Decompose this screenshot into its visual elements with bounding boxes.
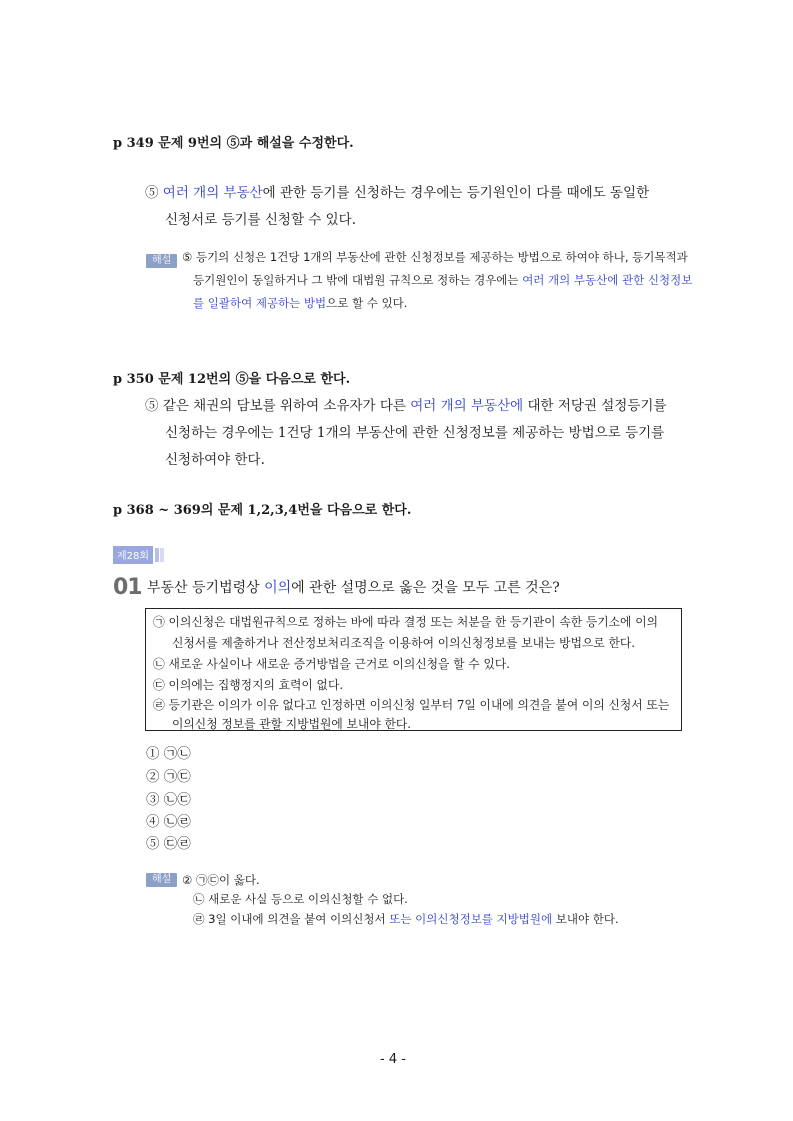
statement-a-line-2: 신청서를 제출하거나 전산정보처리조직을 이용하여 이의신청정보를 보내는 방법으로 한다.: [172, 636, 636, 650]
answer-explanation-line-1: ② ㉠㉢이 옳다.: [182, 873, 260, 887]
question-number: 01: [113, 575, 142, 600]
correction-heading-2: p 350 문제 12번의 ⑤을 다음으로 한다.: [113, 372, 351, 387]
answer-choice-2: ② ㉠㉢: [146, 769, 191, 785]
correction-heading-3: p 368 ~ 369의 문제 1,2,3,4번을 다음으로 한다.: [113, 503, 412, 518]
highlight-text: 여러 개의 부동산에 관한 신청정보: [522, 273, 693, 287]
statement-a-line-1: ㉠ 이의신청은 대법원규칙으로 정하는 바에 따라 결정 또는 처분을 한 등기관이 속한 등기소에 이의: [153, 615, 658, 629]
answer-explanation-line-3: ㉣ 3일 이내에 의견을 붙여 이의신청서 또는 이의신청정보를 지방법원에 보내야 한다.: [193, 912, 619, 926]
corrected-option-5: [145, 181, 649, 201]
highlight-text: 또는 이의신청정보를 지방법원에: [389, 912, 553, 926]
replacement-option-line-3: 신청하여야 한다.: [165, 452, 265, 468]
option-number: ⑤: [145, 185, 159, 201]
highlight-text: 를 일괄하여 제공하는 방법: [193, 296, 327, 310]
statement-d-line-2: 이의신청 정보를 관할 지방법원에 보내야 한다.: [172, 717, 412, 731]
answer-choice-1: ① ㉠㉡: [146, 746, 191, 762]
answer-explanation-line-2: ㉡ 새로운 사실 등으로 이의신청할 수 없다.: [193, 892, 408, 906]
highlight-text: 여러 개의 부동산: [162, 185, 263, 201]
statement-d-line-1: ㉣ 등기관은 이의가 이유 없다고 인정하면 이의신청 일부터 7일 이내에 의견을 붙여 이의 신청서 또는: [153, 698, 670, 712]
explanation-badge: 해설: [146, 248, 177, 267]
page-number: - 4 -: [380, 1052, 406, 1067]
explanation-badge: 해설: [146, 867, 177, 886]
highlight-text: 여러 개의 부동산에: [410, 398, 524, 414]
answer-choice-5: ⑤ ㉢㉣: [146, 836, 191, 852]
answer-choice-4: ④ ㉡㉣: [146, 814, 191, 830]
replacement-option-line-2: 신청하는 경우에는 1건당 1개의 부동산에 관한 신청정보를 제공하는 방법으로 등기를: [165, 425, 665, 441]
answer-choice-3: ③ ㉡㉢: [146, 792, 191, 808]
explanation-line-3: 를 일괄하여 제공하는 방법으로 할 수 있다.: [193, 296, 408, 310]
replacement-option-line-1: ⑤ 같은 채권의 담보를 위하여 소유자가 다른 여러 개의 부동산에 대한 저당권 설정등기를: [145, 398, 667, 414]
highlight-text: 이의: [264, 580, 292, 596]
statement-c: ㉢ 이의에는 집행정지의 효력이 없다.: [153, 678, 344, 692]
explanation-line-2: 등기원인이 동일하거나 그 밖에 대법원 규칙으로 정하는 경우에는 여러 개의 부동산에 관한 신청정보: [193, 273, 693, 287]
correction-heading-1: p 349 문제 9번의 ⑤과 해설을 수정한다.: [113, 136, 354, 151]
statement-b: ㉡ 새로운 사실이나 새로운 증거방법을 근거로 이의신청을 할 수 있다.: [153, 657, 510, 671]
corrected-option-5-line2: 신청서로 등기를 신청할 수 있다.: [165, 212, 356, 228]
question-stem: 부동산 등기법령상 이의에 관한 설명으로 옳은 것을 모두 고른 것은?: [147, 580, 560, 596]
option-text: 에 관한 등기를 신청하는 경우에는 등기원인이 다를 때에도 동일한: [262, 185, 650, 201]
exam-round-tag: 제28회: [113, 546, 164, 564]
explanation-line-1: ⑤ 등기의 신청은 1건당 1개의 부동산에 관한 신청정보를 제공하는 방법으로 하여야 하나, 등기목적과: [182, 250, 688, 264]
